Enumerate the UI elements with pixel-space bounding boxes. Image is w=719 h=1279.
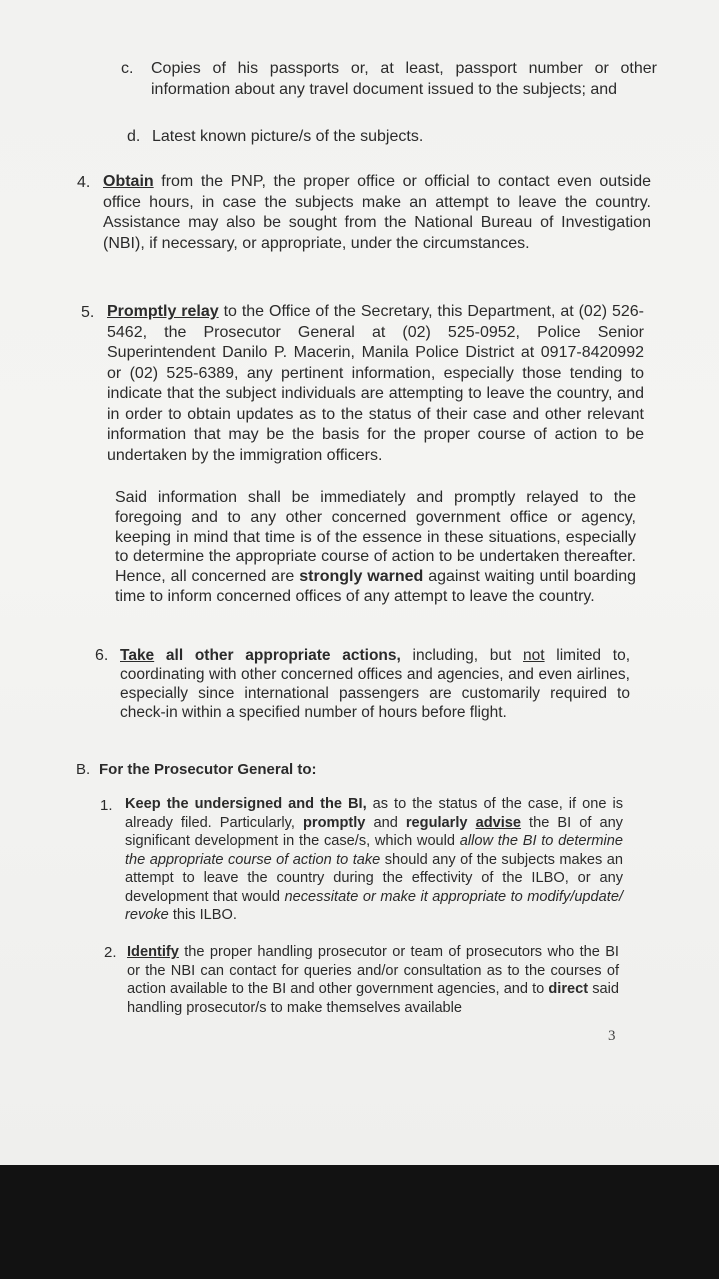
item-6-lead-underlined: Take [120, 647, 155, 664]
page-number: 3 [608, 1028, 616, 1044]
item-b1-t3 [468, 815, 476, 831]
item-5-text: to the Office of the Secretary, this Department, at (02) 526-5462, the Prosecutor General at (02) 525-0952, Police Senior Superintendent Danilo P. Macerin, Manila Police District at 0917-8420992 or (02) 525-6389, any pertinent information, especially those tending to indicate that the subject individuals are attempting to leave the country, and in order to obtain updates as to the status of their case and other relevant information that may be the basis for the proper course of action to be undertaken by the immigration officers. [107, 303, 644, 464]
item-b1-t1: as to the status of the case, if one is already filed. Particularly, [125, 796, 623, 831]
item-4-text: from the PNP, the proper office or official to contact even outside office hours, in case the subjects make an attempt to leave the country. Assistance may also be sought from the National Bureau of Investigation (NBI), if necessary, or appropriate, under the circumstances. [103, 173, 651, 252]
item-5-para2-b: against waiting until boarding time to inform concerned offices of any attempt to leave the country. [115, 568, 637, 605]
list-item-4 [103, 172, 651, 254]
item-5-lead: Promptly relay [107, 303, 219, 320]
section-b-marker: B. [76, 761, 91, 778]
list-item-d [152, 127, 658, 148]
dark-background-strip [0, 1165, 719, 1279]
list-marker-6: 6. [95, 647, 109, 664]
list-item-c-text: Copies of his passports or, at least, passport number or other information about any travel document issued to the subjects; and [151, 60, 657, 98]
list-item-d-text: Latest known picture/s of the subjects. [152, 128, 424, 145]
item-b1-lead: Keep the undersigned and the BI, [125, 796, 367, 812]
list-item-b2 [127, 943, 619, 1017]
item-b1-t5: should any of the subjects makes an attempt to leave the country during the effectivity of the ILBO, or any development that would [125, 851, 623, 905]
item-b1-promptly: promptly [302, 814, 366, 831]
list-marker-4: 4. [77, 174, 91, 191]
list-item-c [151, 59, 657, 100]
list-item-b1 [125, 795, 623, 925]
list-item-6 [120, 646, 630, 722]
item-b1-advise: advise [475, 814, 522, 831]
item-5-para2-bold: strongly warned [299, 568, 424, 586]
item-6-lead-bold: all other appropriate actions, [154, 647, 401, 664]
section-b-heading: For the Prosecutor General to: [99, 761, 317, 778]
item-b1-t6: this ILBO. [168, 907, 237, 923]
item-b2-t2: said handling prosecutor/s to make themselves available [127, 981, 619, 1016]
list-item-5 [107, 302, 644, 466]
item-b1-italic-1: allow the BI to determine the appropriate course of action to take [125, 833, 623, 868]
list-marker-5: 5. [81, 304, 95, 321]
list-marker-b1: 1. [100, 797, 113, 814]
item-b2-lead: Identify [127, 944, 179, 960]
list-marker-c: c. [121, 60, 134, 77]
item-4-lead: Obtain [103, 173, 154, 190]
list-marker-b2: 2. [104, 944, 117, 961]
item-6-text-a: including, but [400, 647, 523, 664]
item-6-not-word: not [523, 647, 545, 664]
list-marker-d: d. [127, 128, 141, 145]
item-5-para2-a: Said information shall be immediately and promptly relayed to the foregoing and to any other concerned government office or agency, keeping in mind that time is of the essence in these situations, especially to determine the appropriate course of action to be undertaken thereafter. Hence, all concerned are [115, 489, 636, 586]
item-6-text-b: limited to, coordinating with other concerned offices and agencies, and even airlines, especially since international passengers are customarily required to check-in within a specified number of hours before flight. [120, 647, 630, 721]
item-b1-t2: and [365, 814, 406, 831]
item-5-paragraph-2 [115, 488, 636, 607]
item-b2-t1: the proper handling prosecutor or team of prosecutors who the BI or the NBI can contact for queries and/or consultation as to the courses of action available to the BI and other government agencies, and to [127, 944, 619, 997]
item-b1-t4: the BI of any significant development in the case/s, which would [125, 814, 623, 849]
item-b1-regularly: regularly [405, 814, 468, 831]
item-b1-italic-2: necessitate or make it appropriate to modify/update/ revoke [125, 888, 624, 923]
item-b2-direct: direct [548, 981, 589, 997]
